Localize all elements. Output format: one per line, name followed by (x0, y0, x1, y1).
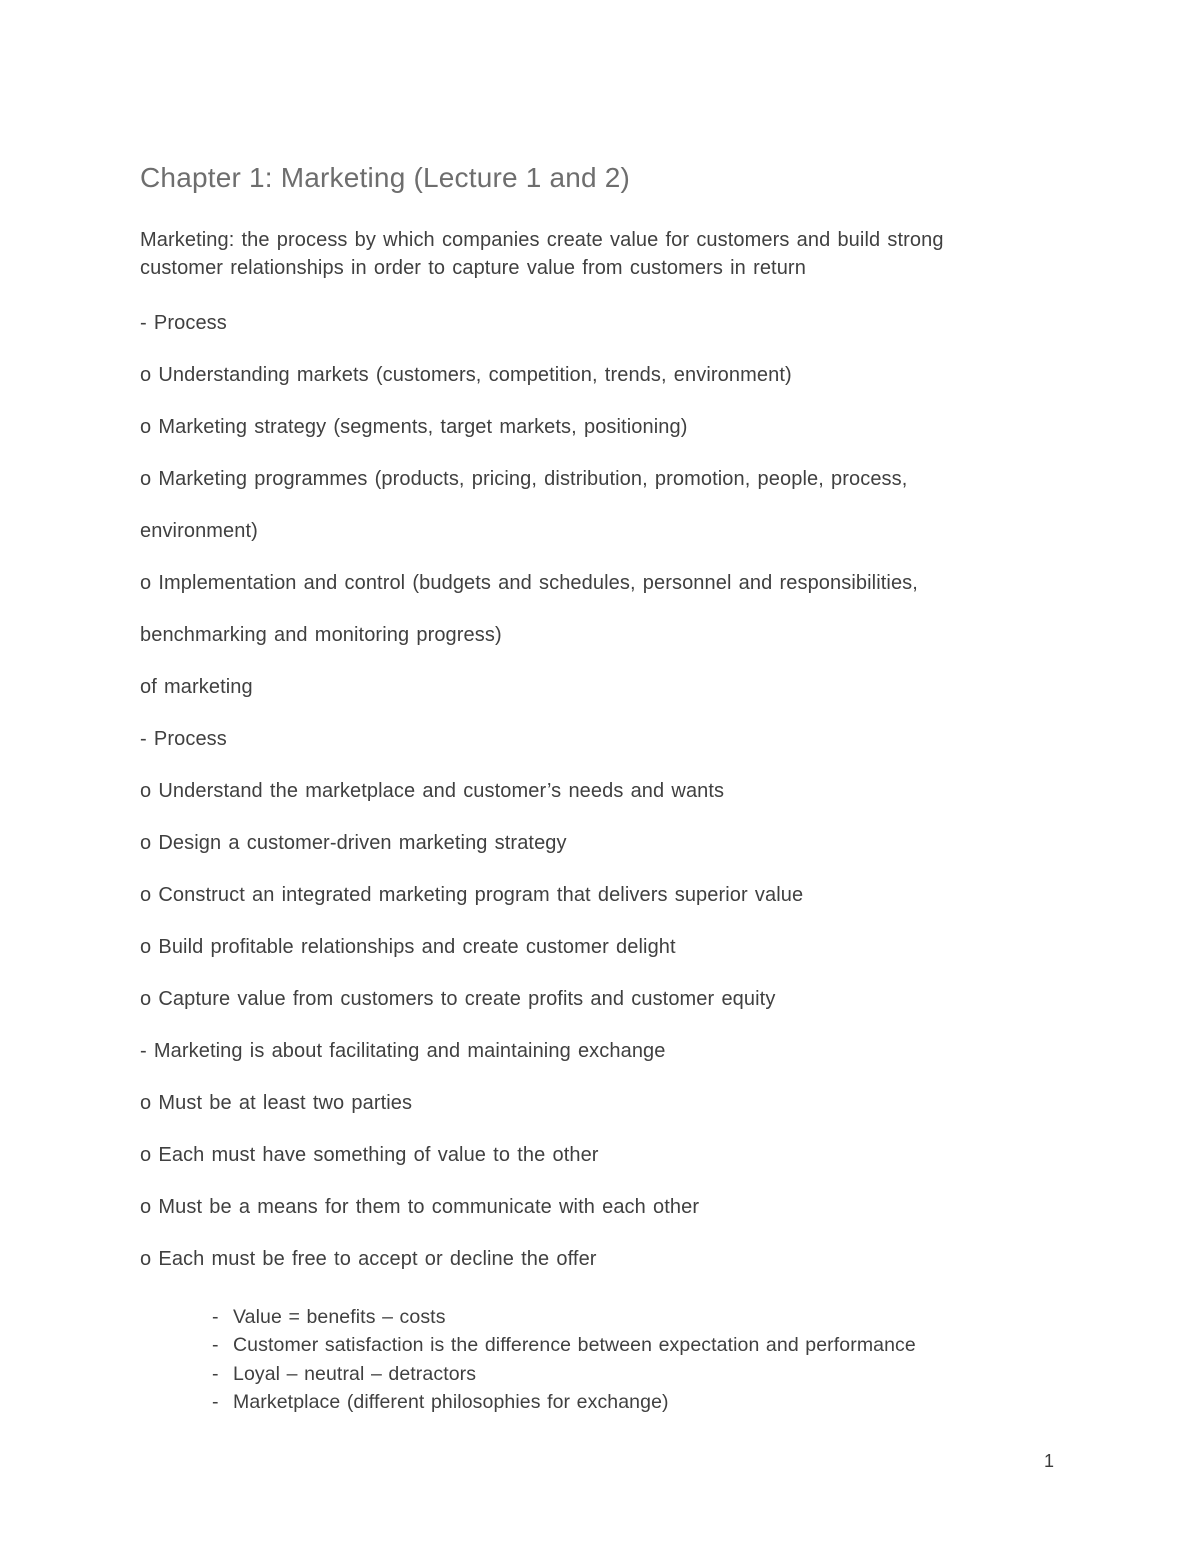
list-item (212, 1331, 1060, 1360)
note-line: - Marketing is about facilitating and maintaining exchange (140, 1039, 666, 1062)
list-item-text: Marketplace (different philosophies for exchange) (233, 1391, 669, 1414)
note-line: o Capture value from customers to create profits and customer equity (140, 987, 776, 1010)
note-line: o Implementation and control (budgets and schedules, personnel and responsibilities, (140, 571, 918, 594)
note-line: o Marketing programmes (products, pricing, distribution, promotion, people, process, (140, 467, 908, 490)
list-item-text: Customer satisfaction is the difference between expectation and performance (233, 1334, 916, 1357)
dash-bullet: - (212, 1305, 219, 1328)
list-item-text: Loyal – neutral – detractors (233, 1362, 477, 1385)
note-line: o Understand the marketplace and customer’s needs and wants (140, 779, 725, 802)
list-item (212, 1303, 1060, 1332)
dash-bullet: - (212, 1362, 219, 1385)
note-line: o Must be at least two parties (140, 1091, 413, 1114)
note-line: o Design a customer-driven marketing strategy (140, 831, 567, 854)
note-line: o Each must have something of value to the other (140, 1143, 599, 1166)
dash-bullet: - (212, 1391, 219, 1414)
note-line: benchmarking and monitoring progress) (140, 623, 502, 646)
note-line: o Build profitable relationships and create customer delight (140, 935, 676, 958)
note-line: of marketing (140, 675, 253, 698)
list-item (212, 1360, 1060, 1389)
note-line: - Process (140, 311, 227, 334)
page-title: Chapter 1: Marketing (Lecture 1 and 2) (140, 162, 631, 193)
page-content (140, 161, 1060, 1417)
note-line: o Each must be free to accept or decline the offer (140, 1247, 597, 1270)
note-line: o Marketing strategy (segments, target markets, positioning) (140, 415, 688, 438)
note-line: environment) (140, 519, 258, 542)
note-lines (140, 312, 1060, 1270)
list-item (212, 1388, 1060, 1417)
note-line: - Process (140, 727, 227, 750)
note-line: o Construct an integrated marketing program that delivers superior value (140, 883, 804, 906)
note-line: o Must be a means for them to communicate with each other (140, 1195, 700, 1218)
intro-paragraph: Marketing: the process by which companies create value for customers and build strong customer relationships in order to capture value from customers in return (140, 228, 944, 279)
page-number: 1 (1044, 1451, 1055, 1471)
note-line: o Understanding markets (customers, competition, trends, environment) (140, 363, 792, 386)
dash-bullet: - (212, 1334, 219, 1357)
dash-sublist (212, 1303, 1060, 1417)
list-item-text: Value = benefits – costs (233, 1305, 446, 1328)
